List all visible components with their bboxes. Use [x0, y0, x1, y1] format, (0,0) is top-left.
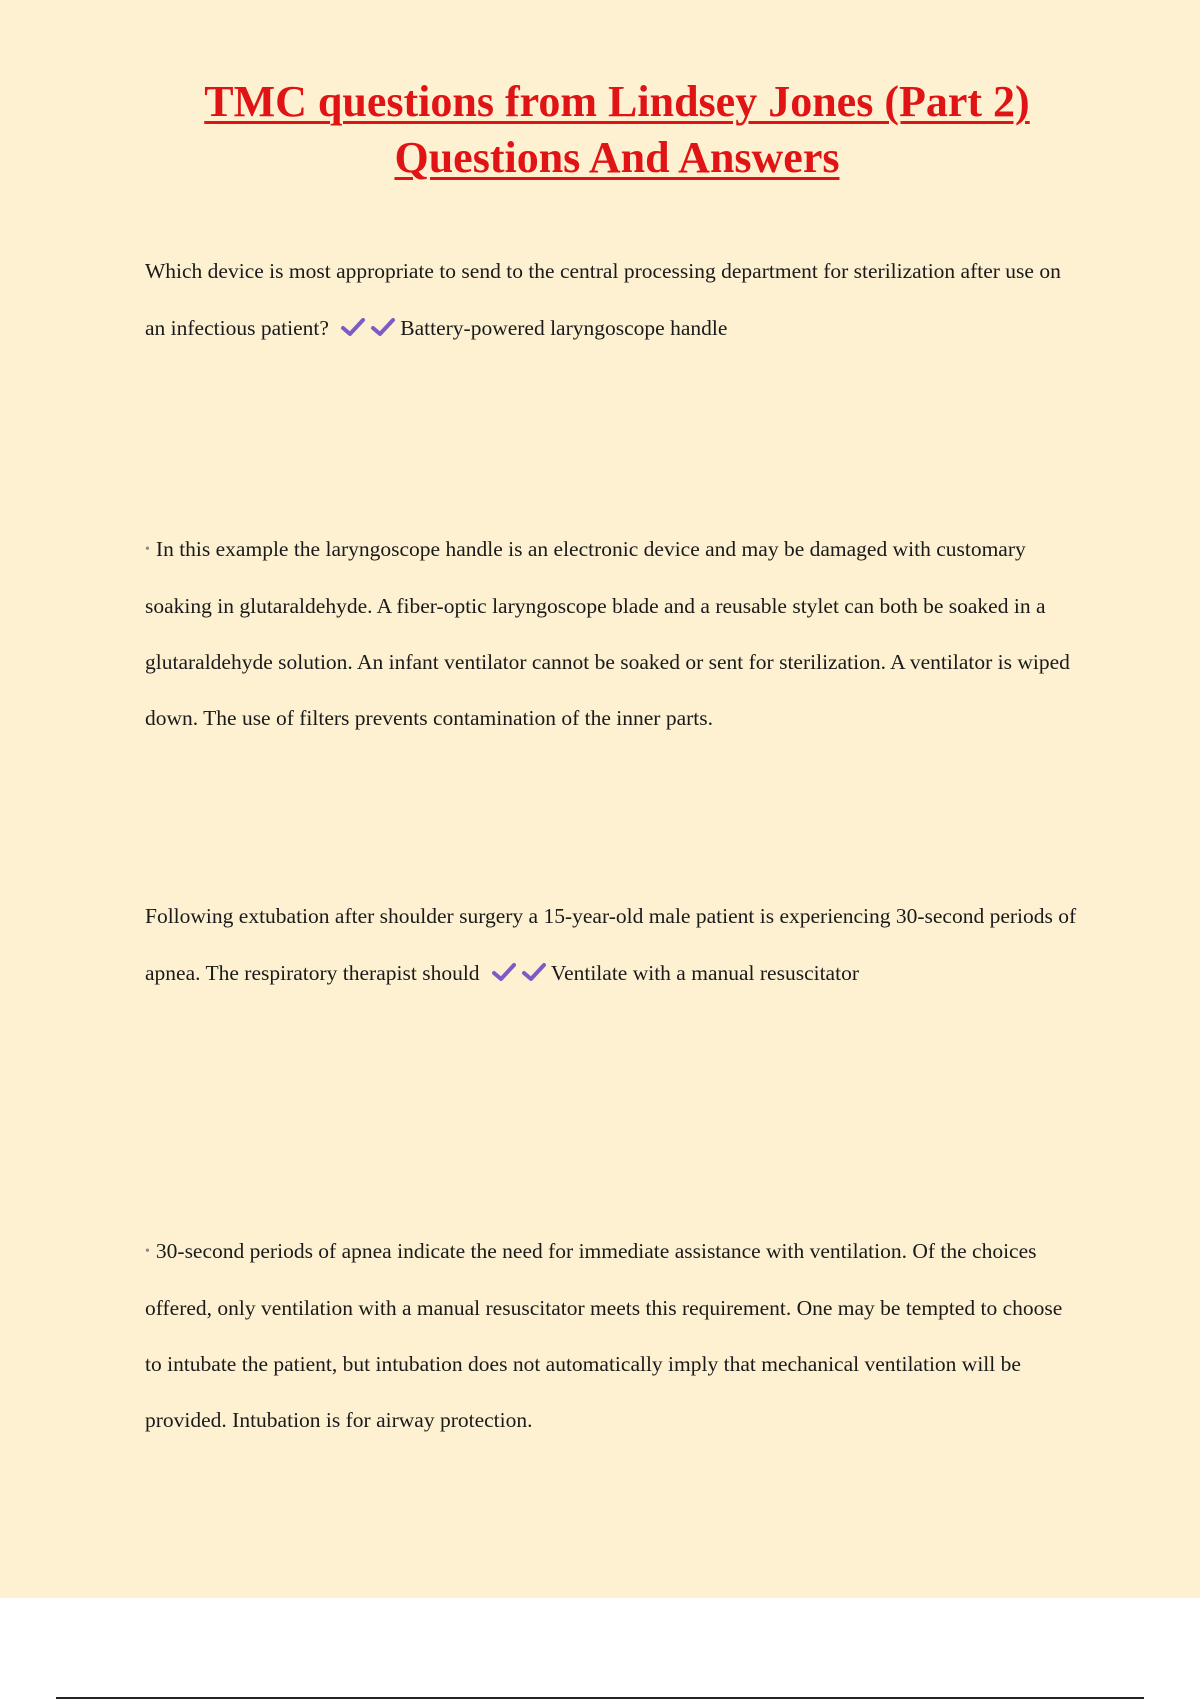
checkmark-icon: [370, 316, 400, 338]
answer-1-text: Battery-powered laryngoscope handle: [400, 316, 728, 340]
page-title: [0, 74, 1200, 186]
checkmark-icon: [491, 961, 521, 983]
title-line-1: TMC questions from Lindsey Jones (Part 2): [204, 77, 1030, 126]
question-2-text: Following extubation after shoulder surgery a 15-year-old male patient is experiencing 30-second periods of apnea. The respiratory therapist should: [145, 904, 1077, 985]
answer-2-text: Ventilate with a manual resuscitator: [550, 961, 859, 985]
footer-divider: [56, 1697, 1144, 1699]
question-2: [145, 888, 1080, 1002]
bullet-dot-icon: •: [145, 542, 150, 557]
question-1: [145, 243, 1080, 357]
checkmark-icon: [521, 961, 551, 983]
question-1-text: Which device is most appropriate to send to the central processing department for sterilization after use on an infectious patient?: [145, 259, 1061, 340]
explanation-1: [145, 521, 1080, 746]
checkmark-icon: [340, 316, 370, 338]
explanation-2-text: 30-second periods of apnea indicate the need for immediate assistance with ventilation. Of the choices offered, only ventilation with a manual resuscitator meets this requirement. One may be tempted to choose to intubate the patient, but intubation does not automatically imply that mechanical ventilation will be provided. Intubation is for airway protection.: [145, 1239, 1063, 1432]
double-checkmark-icon: [491, 945, 551, 1002]
explanation-1-text: In this example the laryngoscope handle is an electronic device and may be damaged with customary soaking in glutaraldehyde. A fiber-optic laryngoscope blade and a reusable stylet can both be soaked in a glutaraldehyde solution. An infant ventilator cannot be soaked or sent for sterilization. A ventilator is wiped down. The use of filters prevents contamination of the inner parts.: [145, 537, 1070, 730]
bullet-dot-icon: •: [145, 1244, 150, 1259]
explanation-2: [145, 1223, 1080, 1448]
double-checkmark-icon: [340, 300, 400, 357]
title-line-2: Questions And Answers: [394, 133, 840, 182]
